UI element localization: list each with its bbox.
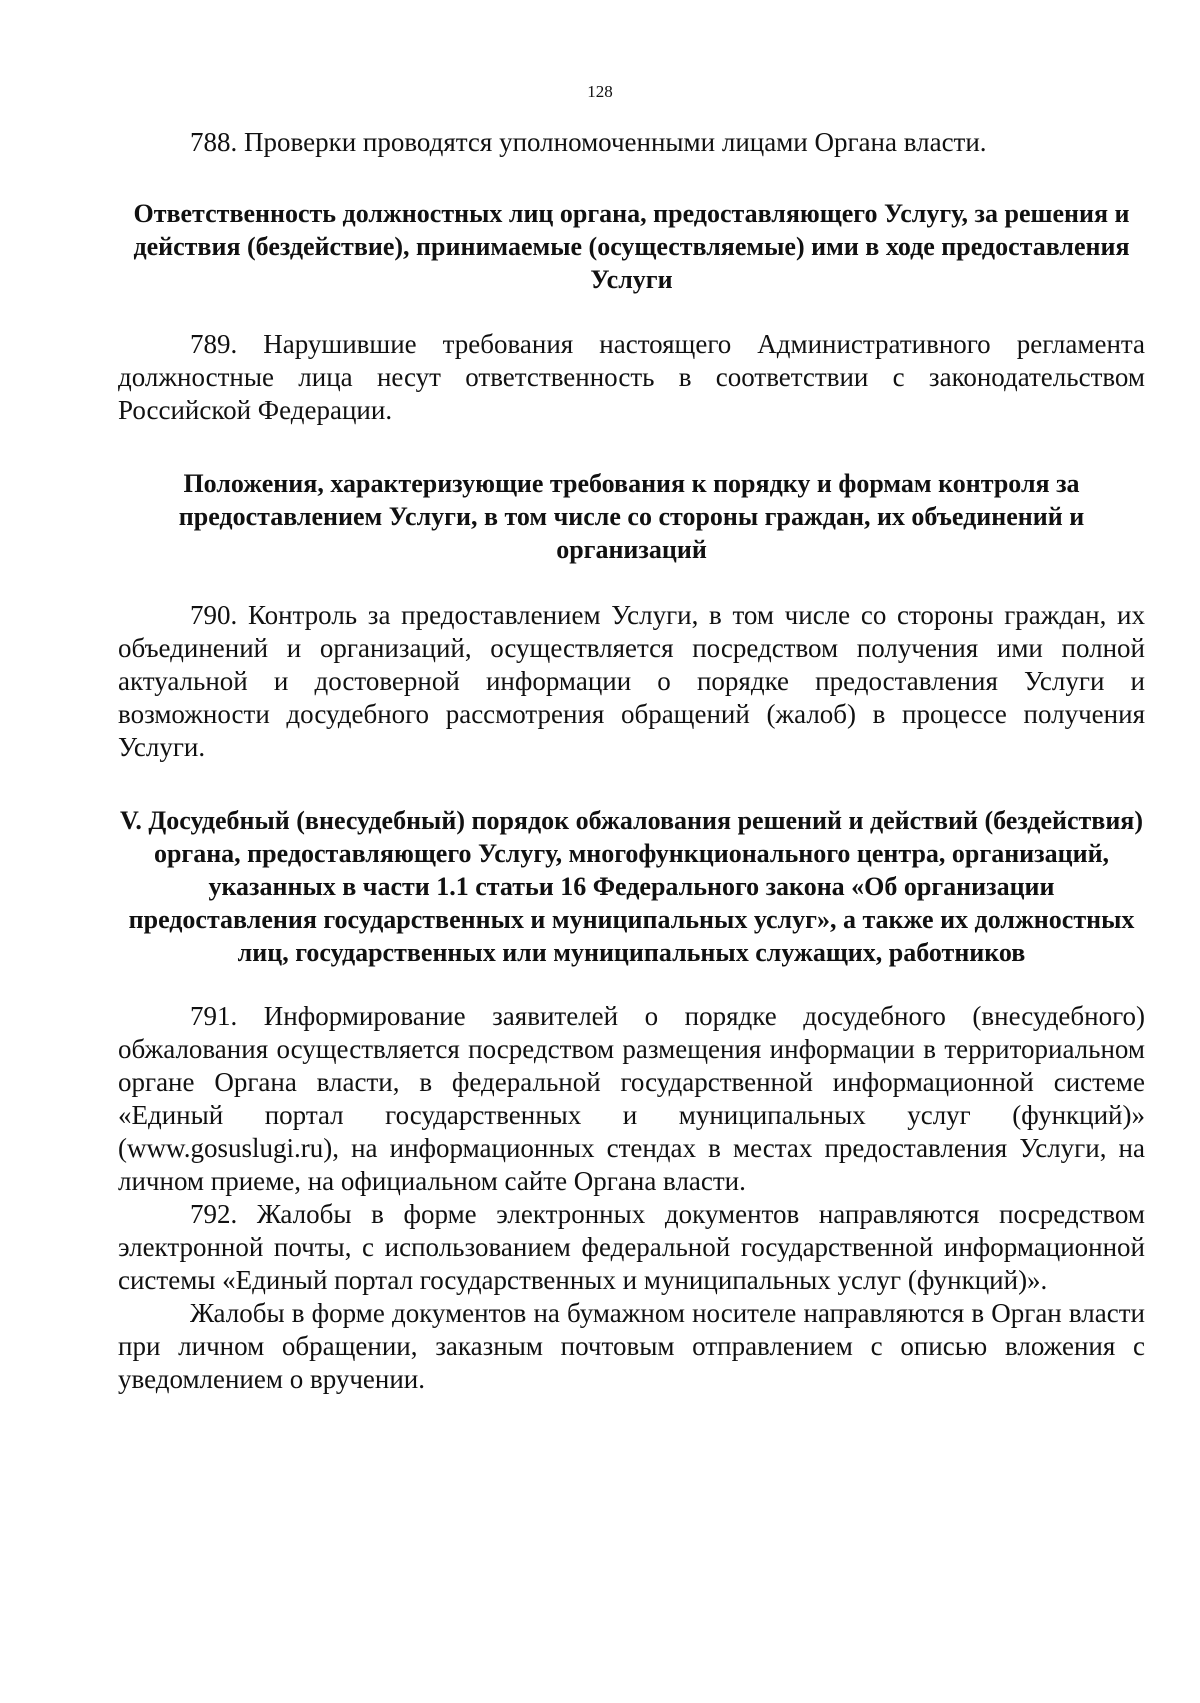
- document-body: [118, 126, 1145, 1396]
- page-number: 128: [587, 82, 613, 101]
- paragraph-792: 792. Жалобы в форме электронных документов направляются посредством электронной почты, с использованием федеральной государственной информационной системы «Единый портал государственных и муниципальных услуг (функций)».: [118, 1199, 1145, 1295]
- paragraph-789: 789. Нарушившие требования настоящего Административного регламента должностные лица несут ответственность в соответствии с законодательством Российской Федерации.: [118, 329, 1145, 425]
- section-heading-responsibility: Ответственность должностных лиц органа, предоставляющего Услугу, за решения и действия (бездействие), принимаемые (осуществляемые) ими в ходе предоставления Услуги: [133, 199, 1130, 294]
- paragraph-790: 790. Контроль за предоставлением Услуги, в том числе со стороны граждан, их объединений и организаций, осуществляется посредством получения ими полной актуальной и достоверной информации о порядке предоставления Услуги и возможности досудебного рассмотрения обращений (жалоб) в процессе получения Услуги.: [118, 600, 1145, 762]
- paragraph-792-continued: Жалобы в форме документов на бумажном носителе направляются в Орган власти при личном обращении, заказным почтовым отправлением с описью вложения с уведомлением о вручении.: [118, 1298, 1145, 1394]
- paragraph-788: 788. Проверки проводятся уполномоченными лицами Органа власти.: [190, 127, 987, 157]
- section-heading-pretrial-appeal: V. Досудебный (внесудебный) порядок обжалования решений и действий (бездействия) органа, предоставляющего Услугу, многофункционального центра, организаций, указанных в части 1.1 статьи 16 Федерального закона «Об организации предоставления государственных и муниципальных услуг», а также их должностных лиц, государственных или муниципальных служащих, работников: [119, 806, 1144, 967]
- section-heading-control-provisions: Положения, характеризующие требования к порядку и формам контроля за предоставлением Услуги, в том числе со стороны граждан, их объединений и организаций: [178, 469, 1085, 564]
- paragraph-791: 791. Информирование заявителей о порядке досудебного (внесудебного) обжалования осуществляется посредством размещения информации в территориальном органе Органа власти, в федеральной государственной информационной системе «Единый портал государственных и муниципальных услуг (функций)» (www.gosuslugi.ru), на информационных стендах в местах предоставления Услуги, на личном приеме, на официальном сайте Органа власти.: [118, 1001, 1145, 1196]
